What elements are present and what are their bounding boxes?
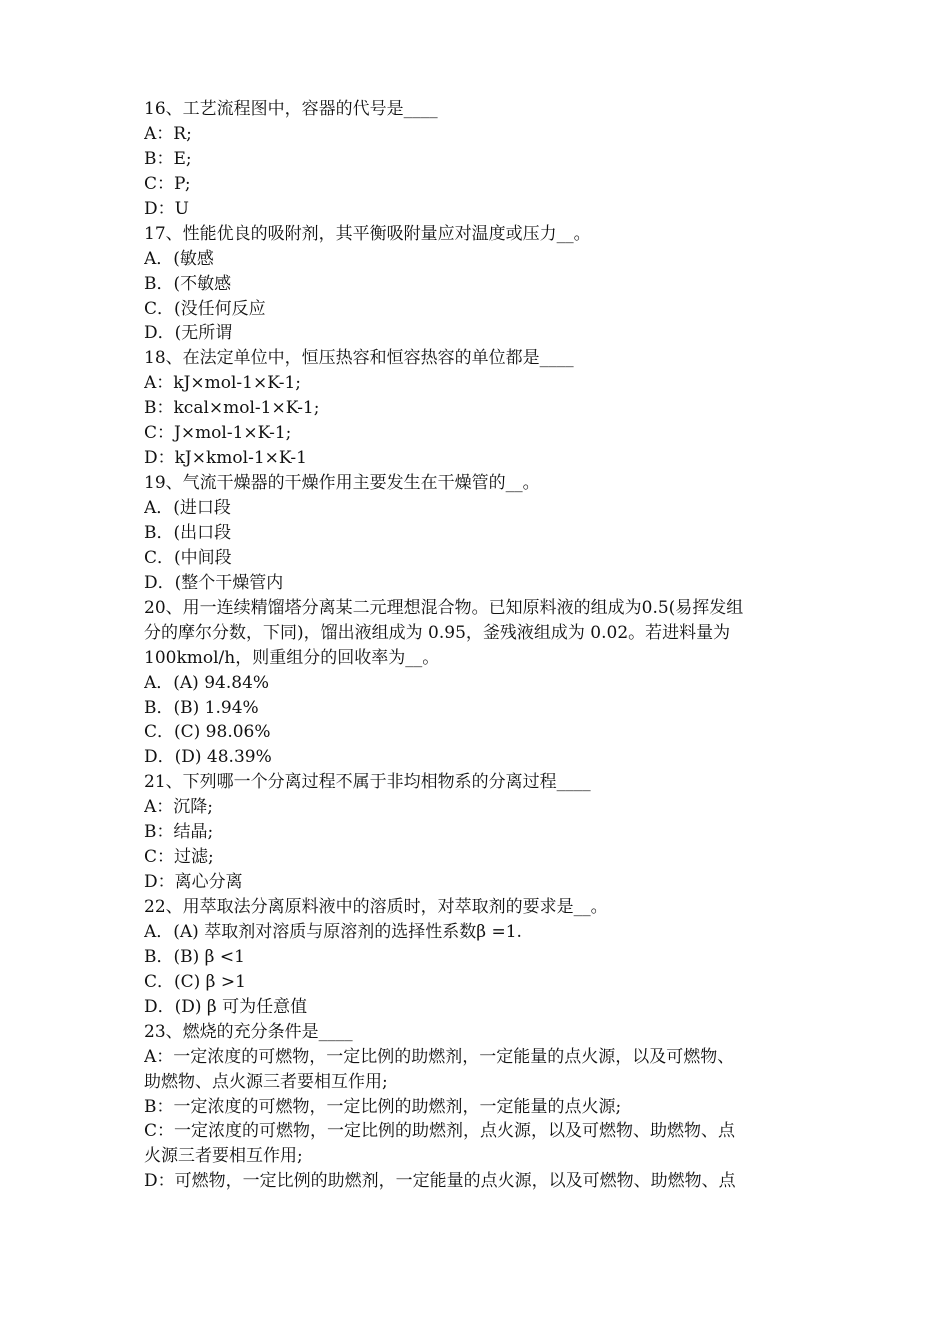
question-21-option-c: C：过滤; <box>144 847 214 868</box>
question-16-option-a: A：R; <box>144 123 192 144</box>
question-20-text-line-2: 分的摩尔分数，下同)，馏出液组成为 0.95，釜残液组成为 0.02。若进料量为 <box>144 622 731 643</box>
question-20-option-b: B．(B) 1.94% <box>144 697 259 718</box>
question-22-text: 22、用萃取法分离原料液中的溶质时，对萃取剂的要求是__。 <box>144 897 608 917</box>
question-23-option-a-line-2: 助燃物、点火源三者要相互作用; <box>144 1071 388 1092</box>
question-18-option-c: C：J×mol-1×K-1; <box>144 423 292 444</box>
question-22-option-c: C．(C) β >1 <box>144 971 246 992</box>
question-17-option-a: A．(敏感 <box>144 248 214 269</box>
question-20-text-line-1: 20、用一连续精馏塔分离某二元理想混合物。已知原料液的组成为0.5(易挥发组 <box>144 597 744 618</box>
question-22-option-b: B．(B) β <1 <box>144 946 245 967</box>
question-20-text-line-3: 100kmol/h，则重组分的回收率为__。 <box>144 647 440 668</box>
question-17-option-b: B．(不敏感 <box>144 273 232 294</box>
question-23-text: 23、燃烧的充分条件是____ <box>144 1021 353 1042</box>
question-21-text: 21、下列哪一个分离过程不属于非均相物系的分离过程____ <box>144 772 591 793</box>
question-18-text: 18、在法定单位中，恒压热容和恒容热容的单位都是____ <box>144 348 574 369</box>
question-20-option-d: D．(D) 48.39% <box>144 747 272 768</box>
question-21-option-a: A：沉降; <box>144 797 214 818</box>
question-19-option-a: A．(进口段 <box>144 498 231 518</box>
question-19-option-c: C．(中间段 <box>144 547 232 568</box>
question-21-option-b: B：结晶; <box>144 822 214 843</box>
question-18-option-a: A：kJ×mol-1×K-1; <box>144 373 301 394</box>
question-16-option-c: C：P; <box>144 173 191 194</box>
question-20-option-a: A．(A) 94.84% <box>144 672 270 693</box>
question-19-option-b: B．(出口段 <box>144 522 232 543</box>
question-23-option-a-line-1: A：一定浓度的可燃物，一定比例的助燃剂，一定能量的点火源，以及可燃物、 <box>144 1046 735 1067</box>
question-17-option-d: D．(无所谓 <box>144 323 233 344</box>
question-21-option-d: D：离心分离 <box>144 872 243 893</box>
question-22-option-a: A．(A) 萃取剂对溶质与原溶剂的选择性系数β =1. <box>144 921 522 942</box>
question-17-text: 17、性能优良的吸附剂，其平衡吸附量应对温度或压力__。 <box>144 223 591 244</box>
question-23-option-c-line-1: C：一定浓度的可燃物，一定比例的助燃剂，点火源，以及可燃物、助燃物、点 <box>144 1121 736 1142</box>
question-20-option-c: C．(C) 98.06% <box>144 722 271 743</box>
question-16-option-b: B：E; <box>144 148 192 169</box>
question-22-option-d: D．(D) β 可为任意值 <box>144 996 308 1017</box>
question-18-option-b: B：kcal×mol-1×K-1; <box>144 398 320 419</box>
question-17-option-c: C．(没任何反应 <box>144 298 266 319</box>
question-18-option-d: D：kJ×kmol-1×K-1 <box>144 448 307 469</box>
question-19-option-d: D．(整个干燥管内 <box>144 572 284 593</box>
question-23-option-d-line-1: D：可燃物，一定比例的助燃剂，一定能量的点火源，以及可燃物、助燃物、点 <box>144 1171 736 1192</box>
question-19-text: 19、气流干燥器的干燥作用主要发生在干燥管的__。 <box>144 473 540 494</box>
question-23-option-b: B：一定浓度的可燃物，一定比例的助燃剂，一定能量的点火源; <box>144 1096 622 1117</box>
question-23-option-c-line-2: 火源三者要相互作用; <box>144 1146 303 1167</box>
question-16-text: 16、工艺流程图中，容器的代号是____ <box>144 99 438 119</box>
question-16-option-d: D：U <box>144 198 189 219</box>
document-body <box>144 97 810 1194</box>
